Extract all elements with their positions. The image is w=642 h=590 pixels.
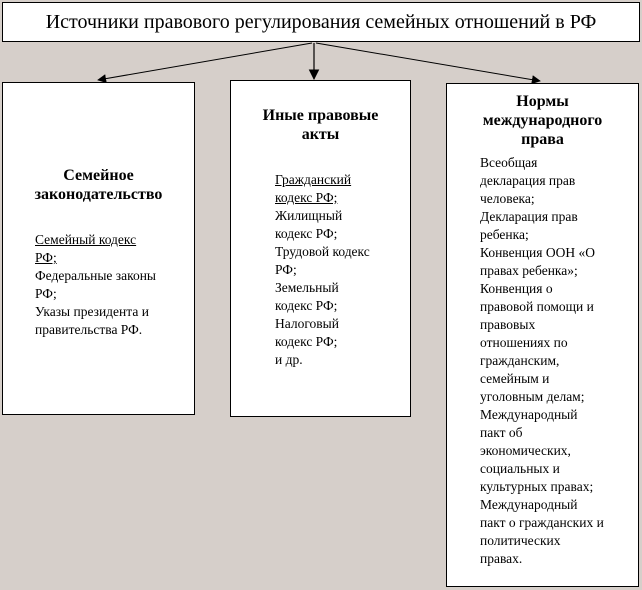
list-item: ребенка; (480, 227, 529, 242)
list-item: правовой помощи и (480, 299, 594, 314)
list-item: декларация прав (480, 173, 576, 188)
international-law-list (480, 154, 604, 568)
list-item: социальных и (480, 461, 560, 476)
list-item: Федеральные законы (35, 268, 156, 283)
family-law-heading: Семейное законодательство (34, 167, 163, 203)
list-item: Жилищный (275, 208, 343, 223)
list-item: РФ; (275, 262, 297, 277)
list-item: уголовным делам; (480, 389, 585, 404)
list-item: Указы президента и (35, 304, 149, 319)
list-item: кодекс РФ; (275, 190, 338, 205)
family-law-list (35, 231, 156, 339)
list-item: гражданским, (480, 353, 560, 368)
list-item: Конвенция о (480, 281, 553, 296)
list-item: отношениях по (480, 335, 568, 350)
list-item: Гражданский (275, 172, 352, 187)
list-item: Земельный (275, 280, 339, 295)
arrow-to-family-law (98, 43, 312, 80)
title-text: Источники правового регулирования семейных отношений в РФ (45, 10, 597, 33)
list-item: Всеобщая (480, 155, 538, 170)
list-item: экономических, (480, 443, 571, 458)
family-law-box (2, 82, 195, 415)
list-item: пакт об (480, 425, 523, 440)
list-item: кодекс РФ; (275, 298, 338, 313)
list-item: Международный (480, 407, 578, 422)
list-item: правах ребенка»; (480, 263, 578, 278)
list-item: Трудовой кодекс (275, 244, 370, 259)
list-item: Декларация прав (480, 209, 578, 224)
list-item: Налоговый (275, 316, 339, 331)
list-item: культурных правах; (480, 479, 594, 494)
list-item: правительства РФ. (35, 322, 143, 337)
arrow-to-international-law (316, 43, 540, 81)
list-item: Конвенция ООН «О (480, 245, 595, 260)
list-item: правовых (480, 317, 536, 332)
list-item: кодекс РФ; (275, 334, 338, 349)
other-acts-box (230, 80, 411, 417)
other-acts-heading: Иные правовые акты (262, 107, 379, 143)
list-item: и др. (275, 352, 303, 367)
list-item: Международный (480, 497, 578, 512)
other-acts-list (275, 171, 370, 369)
title-box (2, 2, 640, 42)
list-item: семейным и (480, 371, 550, 386)
international-law-box (446, 83, 639, 587)
list-item: человека; (480, 191, 535, 206)
international-law-heading: Нормы международного права (482, 93, 603, 148)
list-item: РФ; (35, 286, 57, 301)
list-item: РФ; (35, 250, 57, 265)
list-item: кодекс РФ; (275, 226, 338, 241)
list-item: правах. (480, 551, 523, 566)
list-item: пакт о гражданских и (480, 515, 604, 530)
list-item: политических (480, 533, 561, 548)
list-item: Семейный кодекс (35, 232, 137, 247)
